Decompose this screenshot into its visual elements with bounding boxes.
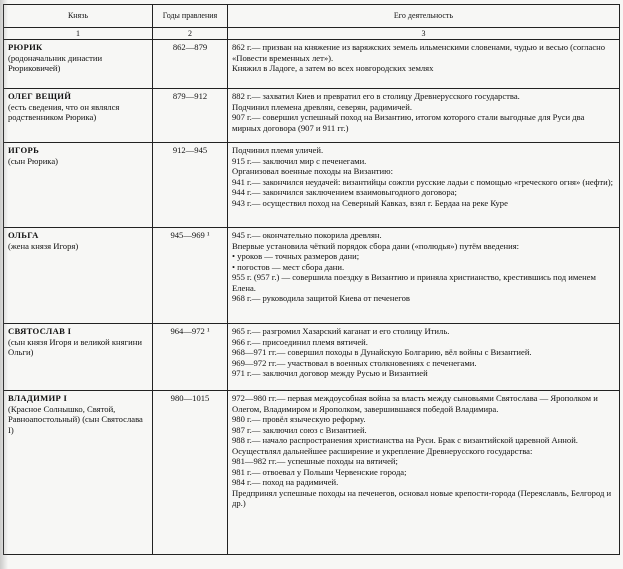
activity-line: 907 г.— совершил успешный поход на Византию, итогом которого стали выгодные для Руси два мирных договора (907 и 911 гг.)	[232, 112, 585, 133]
ruler-row	[4, 89, 620, 143]
ruler-note: (Красное Солнышко, Святой, Равноапостольный) (сын Святослава I)	[8, 403, 143, 435]
ruler-note: (сын Рюрика)	[8, 155, 59, 166]
ruler-note: (родоначальник династии Рюриковичей)	[8, 52, 103, 73]
activity-cell	[228, 228, 620, 324]
reign-years: 879—912	[153, 89, 228, 143]
activity-line: 968—971 гг.— совершил походы в Дунайскую Болгарию, вёл войны с Византией.	[232, 347, 532, 357]
ruler-name: ИГОРЬ	[8, 145, 40, 155]
activity-line: 945 г.— окончательно покорила древлян.	[232, 230, 382, 240]
activity-line: 944 г.— закончился заключением взаимовыгодного договора;	[232, 187, 457, 197]
activity-cell	[228, 391, 620, 555]
ruler-cell	[4, 89, 153, 143]
ruler-note: (есть сведения, что он являлся родственником Рюрика)	[8, 101, 120, 122]
activity-line: 943 г.— осуществил поход на Северный Кавказ, взял г. Бердаа на реке Куре	[232, 197, 508, 208]
activity-line: 984 г.— поход на радимичей.	[232, 477, 339, 487]
reign-years: 862—879	[153, 40, 228, 89]
activity-line: 981 г.— отвоевал у Польши Червенские города;	[232, 466, 407, 477]
activity-cell	[228, 89, 620, 143]
activity-line: 980 г.— провёл языческую реформу.	[232, 414, 366, 424]
activity-cell	[228, 324, 620, 391]
ruler-note: (жена князя Игоря)	[8, 240, 79, 251]
ruler-name: ОЛЬГА	[8, 230, 39, 240]
activity-line: 965 г.— разгромил Хазарский каганат и его столицу Итиль.	[232, 326, 450, 336]
ruler-row	[4, 40, 620, 89]
reign-years: 912—945	[153, 143, 228, 228]
activity-line: Осуществлял дальнейшее расширение и укрепление Древнерусского государства:	[232, 445, 533, 456]
activity-line: Подчинил племена древлян, северян, радимичей.	[232, 101, 412, 112]
ruler-cell	[4, 143, 153, 228]
rulers-table	[3, 4, 620, 555]
activity-line: 969—972 гг.— участвовал в военных столкновениях с печенегами.	[232, 357, 477, 368]
ruler-cell	[4, 391, 153, 555]
activity-cell	[228, 40, 620, 89]
ruler-cell	[4, 228, 153, 324]
column-number: 2	[153, 28, 228, 40]
activity-line: 987 г.— заключил союз с Византией.	[232, 424, 367, 435]
activity-line: 972—980 гг.— первая междоусобная война за власть между сыновьями Святослава — Ярополком и Олегом, Владимиром и Ярополком, завершившаяся победой Владимира.	[232, 393, 598, 414]
reign-years: 964—972 ¹	[153, 324, 228, 391]
column-number: 1	[4, 28, 153, 40]
column-number: 3	[228, 28, 620, 40]
activity-line: 971 г.— заключил договор между Русью и Византией	[232, 368, 428, 378]
activity-line: Впервые установила чёткий порядок сбора дани («полюдья») путём введения:	[232, 240, 520, 251]
activity-line: • уроков — точных размеров дани;	[232, 251, 360, 261]
header-years: Годы правления	[153, 5, 228, 28]
ruler-name: РЮРИК	[8, 42, 43, 52]
reign-years: 980—1015	[153, 391, 228, 555]
activity-line: Подчинил племя уличей.	[232, 145, 324, 155]
activity-line: 968 г.— руководила защитой Киева от печенегов	[232, 293, 410, 303]
ruler-name: СВЯТОСЛАВ I	[8, 326, 72, 336]
ruler-row	[4, 143, 620, 228]
header-row	[4, 5, 620, 28]
activity-line: 966 г.— присоединил племя вятичей.	[232, 336, 368, 347]
activity-line: • погостов — мест сбора дани.	[232, 261, 345, 272]
activity-line: 882 г.— захватил Киев и превратил его в столицу Древнерусского государства.	[232, 91, 520, 101]
ruler-cell	[4, 324, 153, 391]
activity-line: 955 г. (957 г.) — совершила поездку в Византию и приняла христианство, крестившись под именем Елена.	[232, 272, 596, 293]
header-prince: Князь	[4, 5, 153, 28]
reign-years: 945—969 ¹	[153, 228, 228, 324]
activity-line: Предпринял успешные походы на печенегов, основал новые крепости-города (Переяславль, Белгород и др.)	[232, 487, 612, 508]
ruler-row	[4, 228, 620, 324]
header-activity: Его деятельность	[228, 5, 620, 28]
ruler-cell	[4, 40, 153, 89]
ruler-name: ВЛАДИМИР I	[8, 393, 68, 403]
column-number-row	[4, 28, 620, 40]
activity-line: Организовал военные походы на Византию:	[232, 166, 393, 176]
ruler-row	[4, 324, 620, 391]
activity-line: 862 г.— призван на княжение из варяжских земель ильменскими словенами, чудью и весью (согласно «Повести временных лет»).	[232, 42, 606, 63]
activity-line: 981—982 гг.— успешные походы на вятичей;	[232, 456, 398, 466]
ruler-name: ОЛЕГ ВЕЩИЙ	[8, 91, 72, 101]
ruler-note: (сын князя Игоря и великой княгини Ольги)	[8, 336, 142, 357]
activity-line: 988 г.— начало распространения христианства на Руси. Брак с византийской царевной Анной.	[232, 435, 578, 445]
ruler-row	[4, 391, 620, 555]
activity-cell	[228, 143, 620, 228]
activity-line: Княжил в Ладоге, а затем во всех новгородских землях	[232, 63, 434, 73]
activity-line: 915 г.— заключил мир с печенегами.	[232, 155, 367, 166]
activity-line: 941 г.— закончился неудачей: византийцы сожгли русские ладьи с помощью «греческого огня» (нефти);	[232, 176, 613, 187]
